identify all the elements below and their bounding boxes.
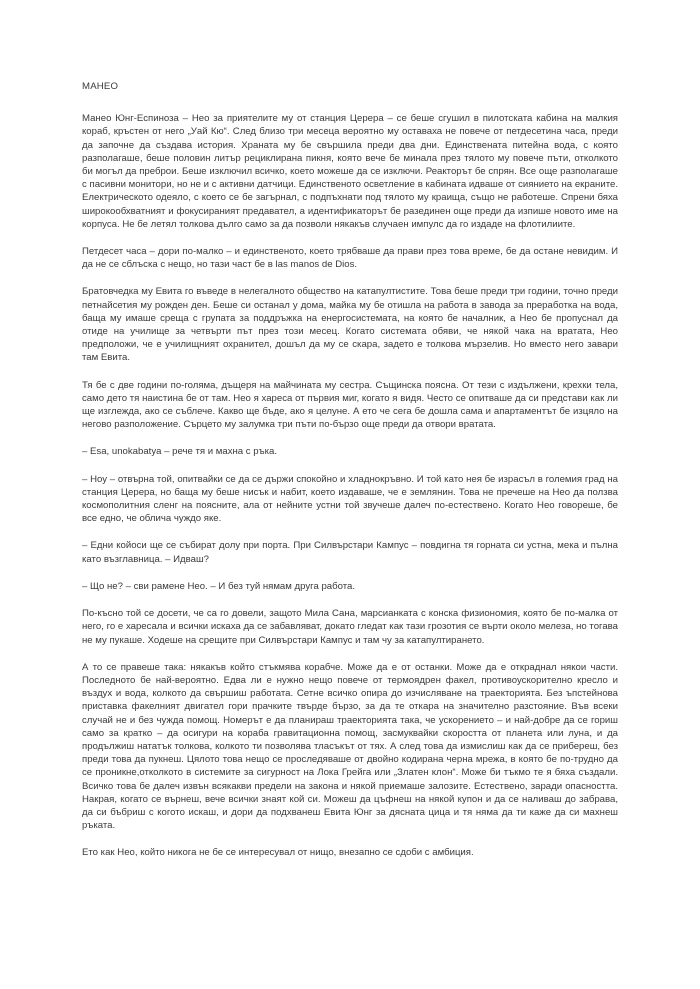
- paragraph-7: – Едни койоси ще се събират долу при порта. При Силвърстари Кампус – повдигна тя горната си устна, мека и пълна като възглавница. – Идваш?: [82, 540, 618, 565]
- paragraph-10: А то се правеше така: някакъв който стъкмява корабче. Може да е от останки. Може да е откраднал някои части. Последното бе най-вероятно. Едва ли е нужно нещо повече от термоядрен факел, противоускорително кресло и въздух и вода, колкото да свършиш работата. Сетне всичко опира до изчисляване на траекторията. Без ъпстейнова приставка факелният двигател гори прачките твърде бързо, за да те откара на значително разстояние. Във всеки случай не и без чужда помощ. Номерът е да планираш траекторията така, че ускорението – и най-добре да се гориш само за кратко – да осигури на кораба гравитационна помощ, засмуквайки скоростта от планета или луна, и да продължиш нататък толкова, колкото ти позволява тласъкът от тях. А след това да измислиш как да се прибереш, без преди това да пукнеш. Цялото това нещо се проследяваше от двойно кодирана черна мрежа, в която бе по-трудно да се проникне,отколкото в системите за сигурност на Лока Грейга или „Златен клон“. Може би тъкмо те я бяха създали. Всичко това бе далеч извън всякакви предели на закона и някой приемаше залозите. Естествено, заради опасността. Накрая, когато се върнеш, вече всички знаят кой си. Можеш да цъфнеш на някой купон и да се наливаш до забрава, да си бъбриш с когото искаш, и дори да подхванеш Евита Юнг за дясната цица и тя няма да ти каже да си махнеш ръката.: [82, 661, 618, 832]
- paragraph-5: – Esa, unokabatya – рече тя и махна с ръка.: [82, 446, 277, 458]
- paragraph-8: – Що не? – сви рамене Нео. – И без туй нямам друга работа.: [82, 580, 356, 592]
- paragraph-3: Братовчедка му Евита го въведе в нелегалното общество на катапултистите. Това беше преди три години, точно преди петнайсетия му рожден ден. Беше си останал у дома, майка му бе отишла на работа в завода за преработка на вода, баща му имаше среща с групата за поддръжка на енергосистемата, на която бе началник, а Нео бе пропуснал да отиде на училище за четвърти път през този месец. Когато системата обяви, че някой чака на вратата, Нео предположи, че е училищният охранител, дошъл да му се скара, задето е толкова мързелив. Но вместо него завари там Евита.: [82, 286, 618, 364]
- paragraph-6: – Ноу – отвърна той, опитвайки се да се държи спокойно и хладнокръвно. И той като нея бе израсъл в големия град на станция Церера, но баща му беше нисък и набит, което издаваше, че е землянин. Това не пречеше на Нео да ползва космополитния сленг на поясните, ала от нейните устни той звучеше далеч по-естествено. Когато Нео говореше, бе все едно, че облича чуждо яке.: [82, 473, 618, 525]
- document-title: МАНЕО: [82, 81, 119, 92]
- paragraph-4: Тя бе с две години по-голяма, дъщеря на майчината му сестра. Същинска поясна. От тези с издължени, крехки тела, само дето тя наистина бе от там. Нео я хареса от първия миг, когато я видя. Често се опитваше да си представи как ли ще изглежда, ако се съблече. Какво ще бъде, ако я целуне. А ето че сега бе дошла сама и апартаментът бе изцяло на негово разположение. Сърцето му залумка три пъти по-бързо още преди да отвори вратата.: [82, 379, 618, 431]
- paragraph-1: Манео Юнг-Еспиноза – Нео за приятелите му от станция Церера – се беше сгушил в пилотската кабина на малкия кораб, кръстен от него „Уай Кю“. След близо три месеца вероятно му оставаха не повече от петдесетина часа, преди да започне да създава история. Храната му бе свършила преди два дни. Единствената питейна вода, с която разполагаше, беше половин литър рециклирана пикня, която вече бе минала през тялото му повече пъти, отколкото би могъл да преброи. Беше изключил всичко, което можеше да се изключи. Реакторът бе спрян. Все още разполагаше с пасивни монитори, но не и с активни датчици. Единственото осветление в кабината идваше от сиянието на екраните. Електрическото одеяло, с което се бе загърнал, с подпъхнати под тялото му краища, също не работеше. Спрени бяха широкообхватният и фокусираният предавател, а идентификаторът бе разединен още преди да изпише новото име на корпуса. Не бе летял толкова дълго само за да позволи някакъв случаен импулс да го издаде на флотилиите.: [82, 113, 618, 230]
- document-page: [82, 80, 618, 874]
- paragraph-9: По-късно той се досети, че са го довели, защото Мила Сана, марсианката с конска физиономия, която бе по-малка от него, го е харесала и всички искаха да се забавляват, докато гледат как тази грозотия се върти около мелеза, но тогава не му пукаше. Ходеше на срещите при Силвърстари Кампус и там чу за катапултирането.: [82, 608, 618, 646]
- paragraph-11: Ето как Нео, който никога не бе се интересувал от нищо, внезапно се сдоби с амбиция.: [82, 847, 474, 859]
- paragraph-2: Петдесет часа – дори по-малко – и единственото, което трябваше да прави през това време, бе да остане невидим. И да не се сблъска с нещо, но тази част бе в las manos de Dios.: [82, 246, 618, 271]
